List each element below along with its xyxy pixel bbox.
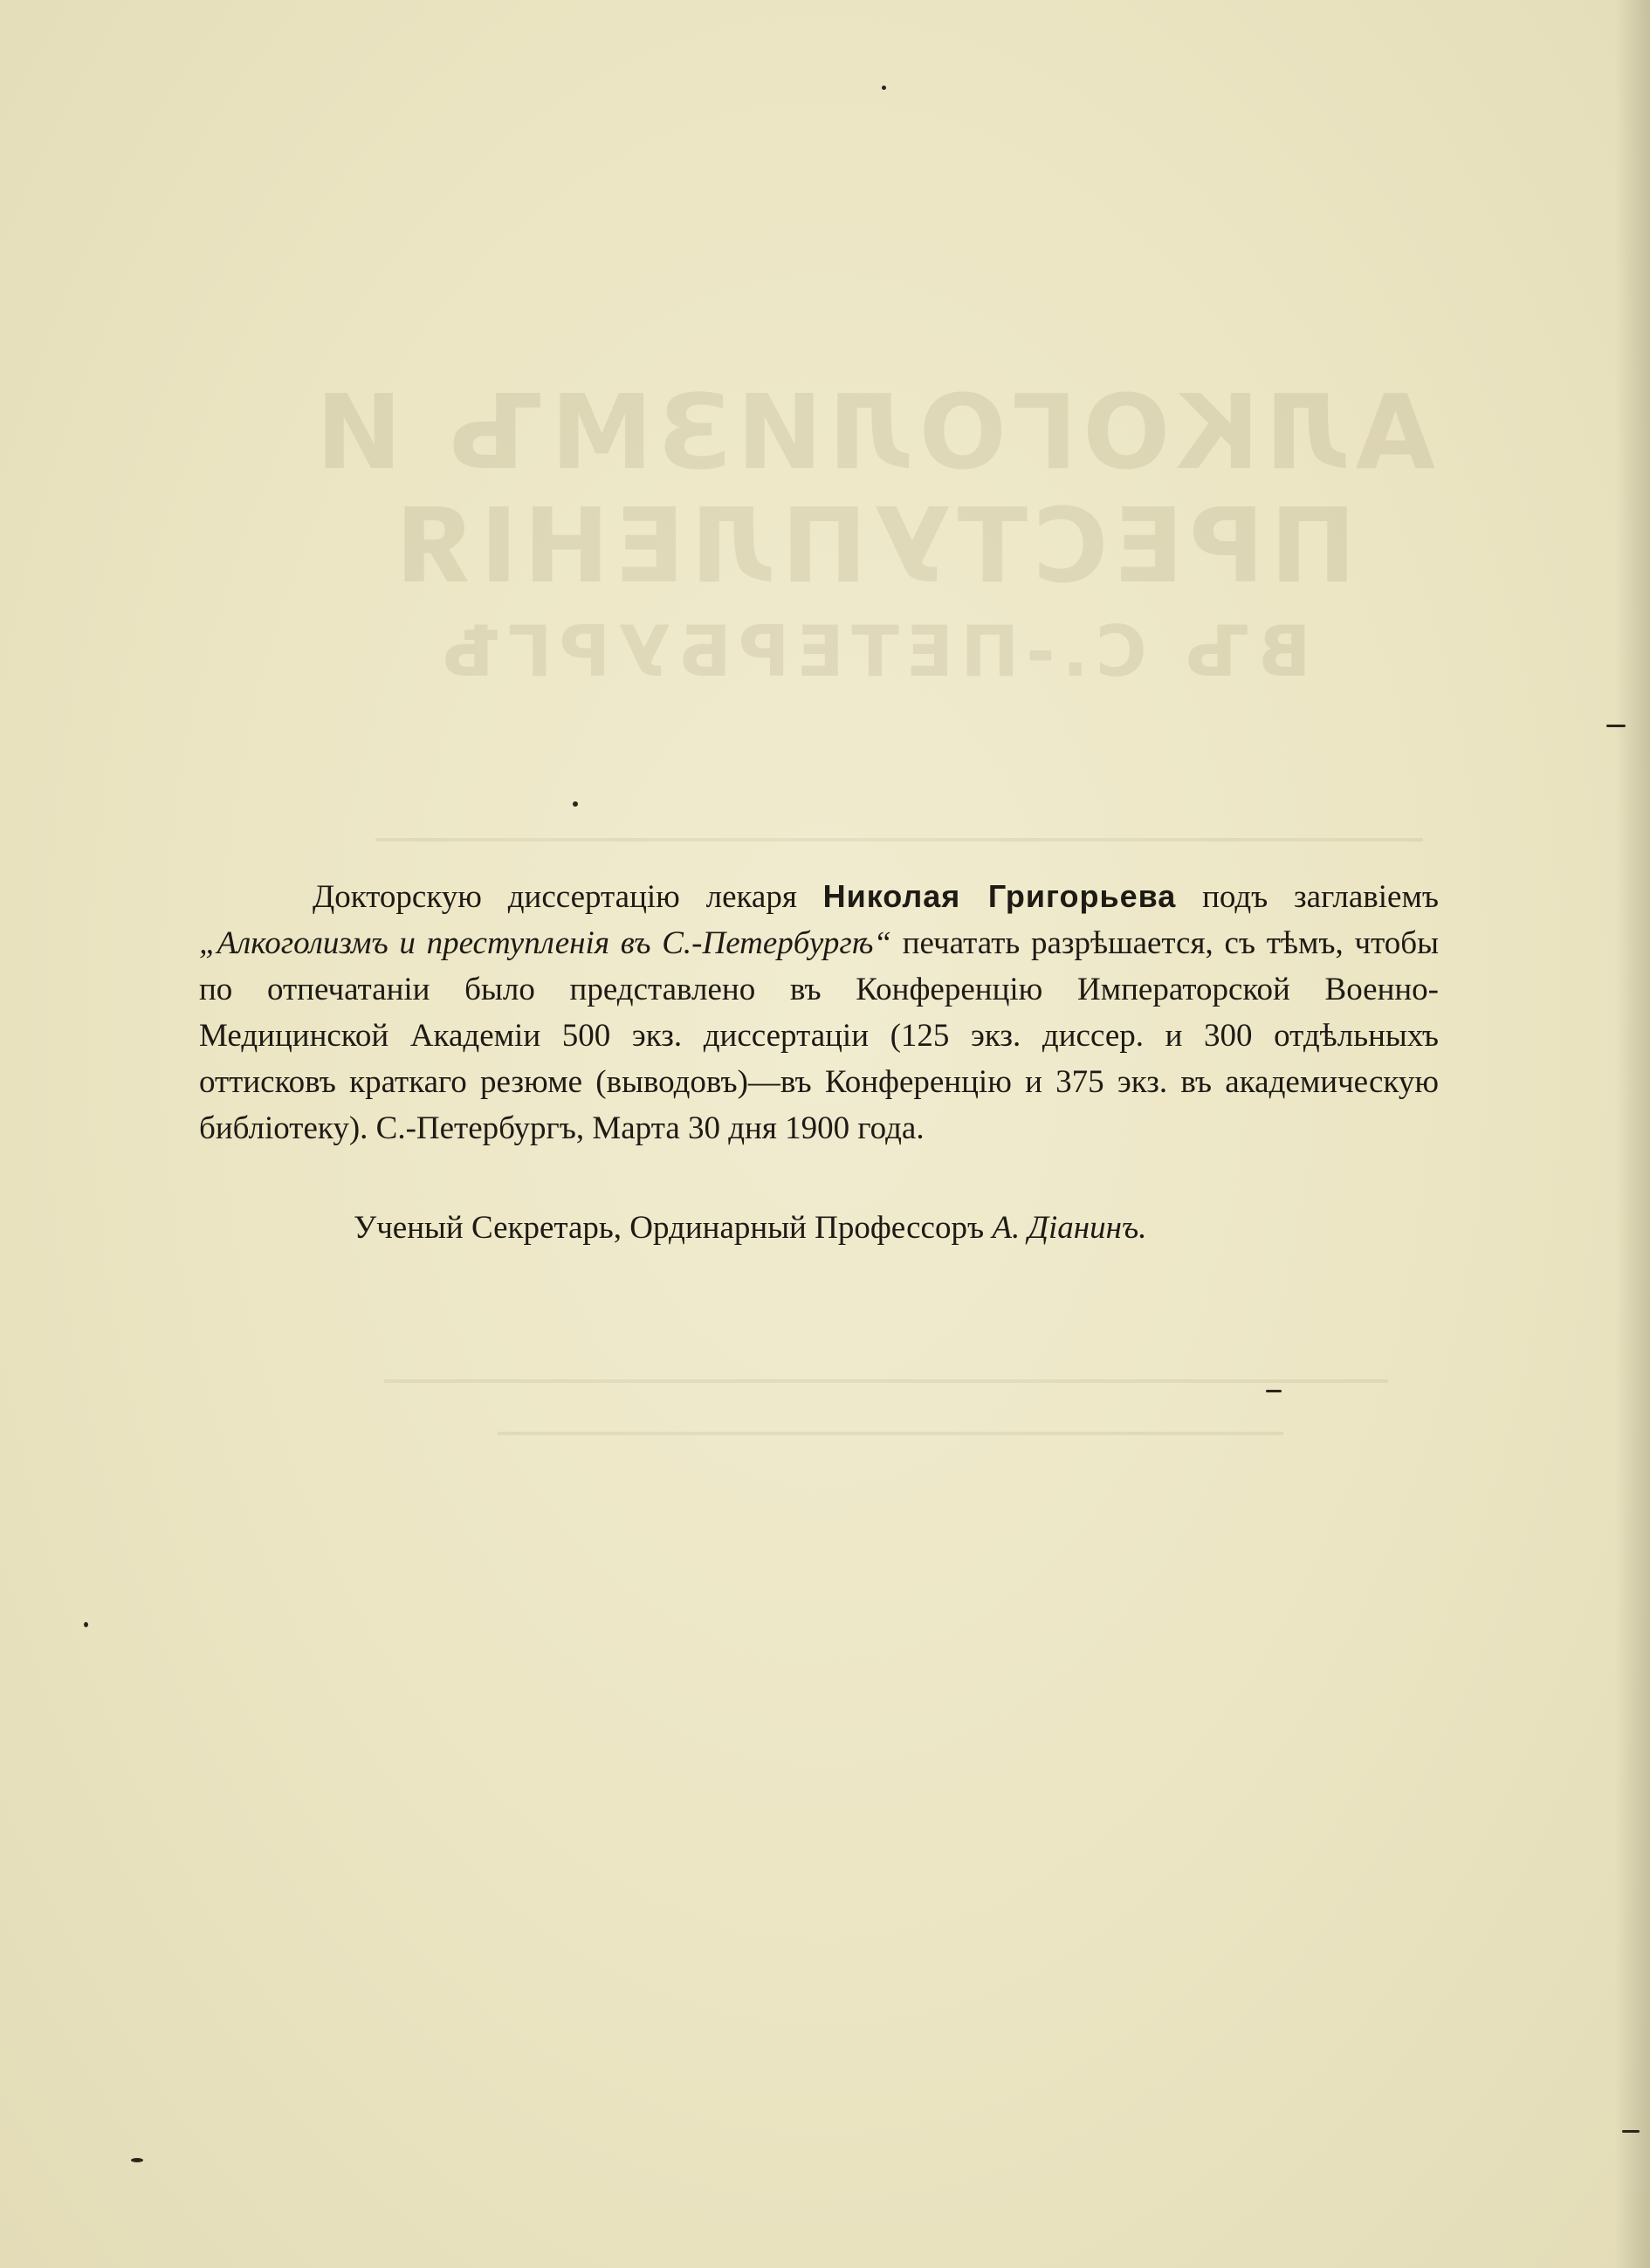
- signature-line: [354, 1209, 1146, 1247]
- approval-conditions-text: печатать разрѣшается, съ тѣмъ, чтобы по отпечатаніи было представлено въ Конференцію Императорской Военно-Медицинской Академіи 500 экз. диссертаціи (125 экз. диссер. и 300 отдѣльныхъ оттисковъ краткаго резюме (выводовъ)—въ Конференцію и 375 экз. въ академическую библіотеку). С.-Петербургъ, Марта 30 дня 1900 года.: [199, 925, 1439, 1146]
- signer-position: Ученый Секретарь, Ординарный Профессоръ: [354, 1210, 993, 1246]
- ink-speck: [1606, 725, 1626, 727]
- dissertation-title: „Алкоголизмъ и преступленія въ С.-Петербургѣ“: [199, 925, 892, 961]
- author-name: Николая Григорьева: [822, 878, 1177, 914]
- before-title-text: подъ заглавіемъ: [1176, 879, 1439, 915]
- ink-speck: [131, 2158, 143, 2162]
- ink-speck: [1266, 1390, 1282, 1392]
- reverse-side-bleed-through: АЛКОГОЛИЗМЪ И ПРЕСТУПЛЕНІЯ ВЪ С.-ПЕТЕРБУРГѢ: [0, 0, 1650, 2268]
- ink-speck: [882, 86, 886, 90]
- signer-name: А. Діанинъ.: [992, 1210, 1147, 1246]
- ink-speck: [1622, 2130, 1640, 2133]
- approval-paragraph: [199, 873, 1439, 1151]
- intro-text: Докторскую диссертацію лекаря: [313, 879, 823, 915]
- page-edge-shadow: [1615, 0, 1650, 2268]
- approval-text-block: [199, 873, 1439, 1151]
- ink-speck: [84, 1622, 88, 1627]
- ink-speck: [573, 801, 578, 807]
